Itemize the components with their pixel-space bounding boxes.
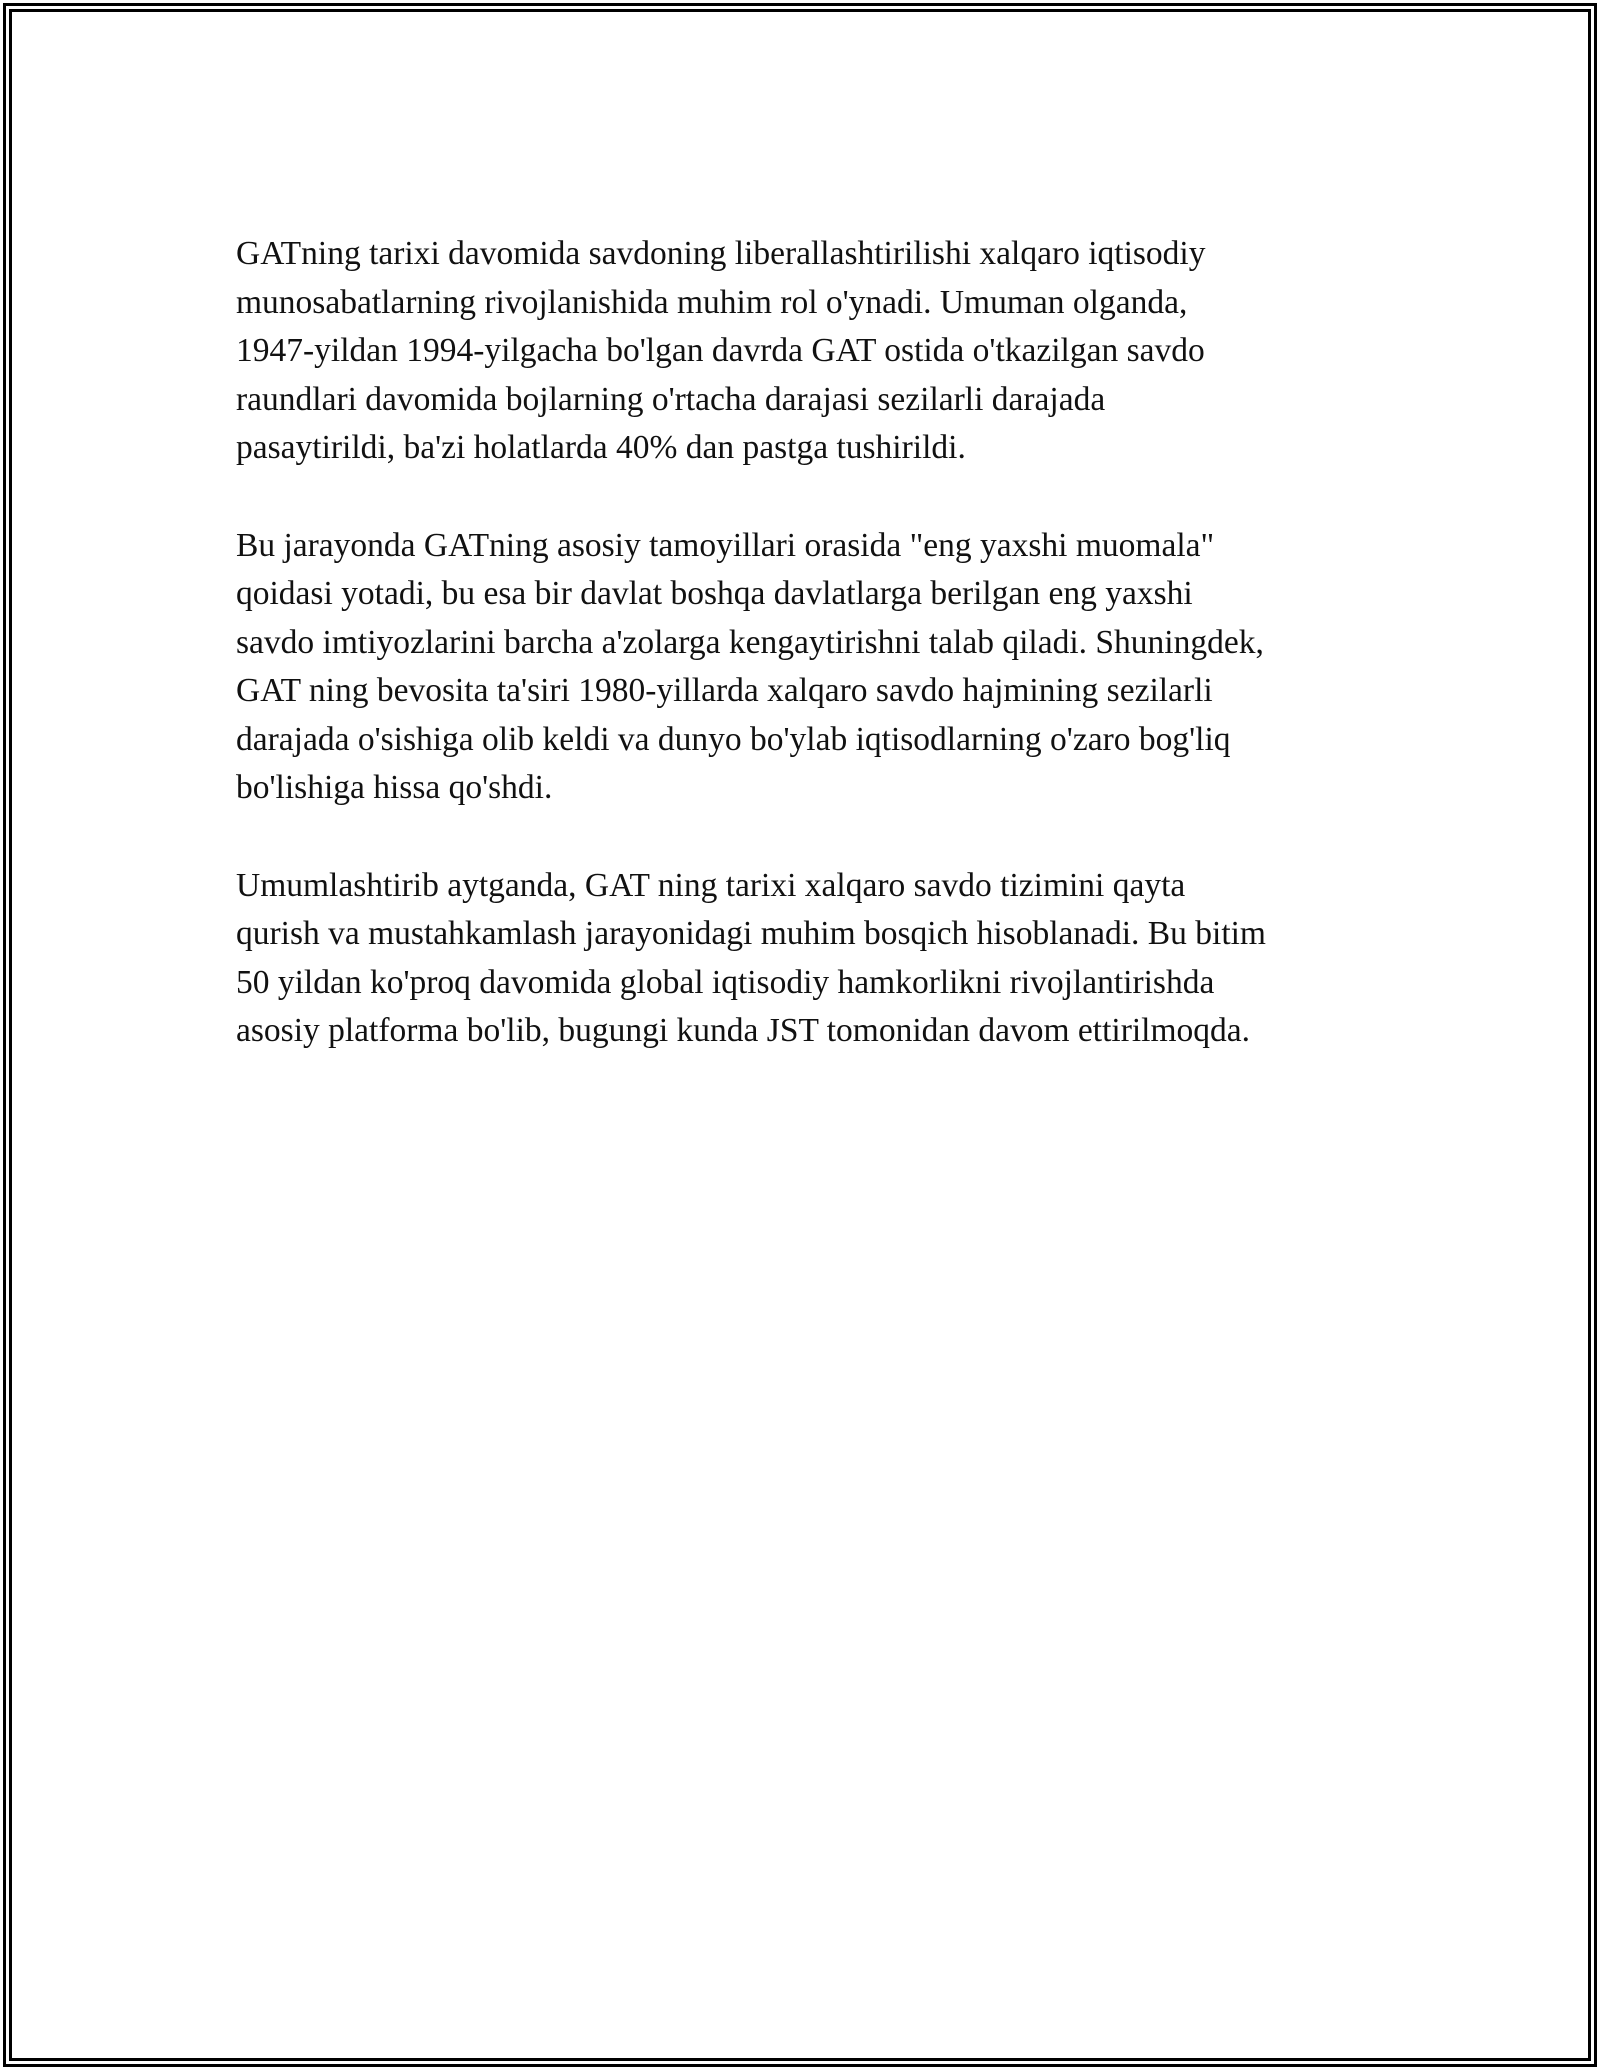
text-line: qurish va mustahkamlash jarayonidagi muhim bosqich hisoblanadi. Bu bitim: [236, 915, 1266, 952]
text-line: savdo imtiyozlarini barcha a'zolarga kengaytirishni talab qiladi. Shuningdek,: [236, 623, 1264, 661]
text-line: Umumlashtirib aytganda, GAT ning tarixi xalqaro savdo tizimini qayta: [236, 866, 1186, 904]
text-line: Bu jarayonda GATning asosiy tamoyillari orasida "eng yaxshi muomala": [236, 526, 1215, 564]
text-line: darajada o'sishiga olib keldi va dunyo bo'ylab iqtisodlarning o'zaro bog'liq: [236, 720, 1231, 758]
text-line: 1947-yildan 1994-yilgacha bo'lgan davrda GAT ostida o'tkazilgan savdo: [236, 332, 1205, 369]
text-line: qoidasi yotadi, bu esa bir davlat boshqa davlatlarga berilgan eng yaxshi: [236, 575, 1193, 612]
paragraph-3: [236, 862, 1376, 1056]
text-line: GAT ning bevosita ta'siri 1980-yillarda xalqaro savdo hajmining sezilarli: [236, 672, 1213, 709]
paragraph-1: [236, 230, 1376, 473]
text-line: 50 yildan ko'proq davomida global iqtisodiy hamkorlikni rivojlantirishda: [236, 963, 1215, 1001]
text-line: pasaytirildi, ba'zi holatlarda 40% dan pastga tushirildi.: [236, 429, 966, 466]
text-line: asosiy platforma bo'lib, bugungi kunda JST tomonidan davom ettirilmoqda.: [236, 1012, 1251, 1049]
text-line: GATning tarixi davomida savdoning liberallashtirilishi xalqaro iqtisodiy: [236, 235, 1206, 272]
text-line: bo'lishiga hissa qo'shdi.: [236, 769, 553, 806]
text-line: raundlari davomida bojlarning o'rtacha darajasi sezilarli darajada: [236, 380, 1106, 418]
document-body: [236, 230, 1376, 1056]
paragraph-2: [236, 522, 1376, 813]
text-line: munosabatlarning rivojlanishida muhim rol o'ynadi. Umuman olganda,: [236, 283, 1188, 321]
